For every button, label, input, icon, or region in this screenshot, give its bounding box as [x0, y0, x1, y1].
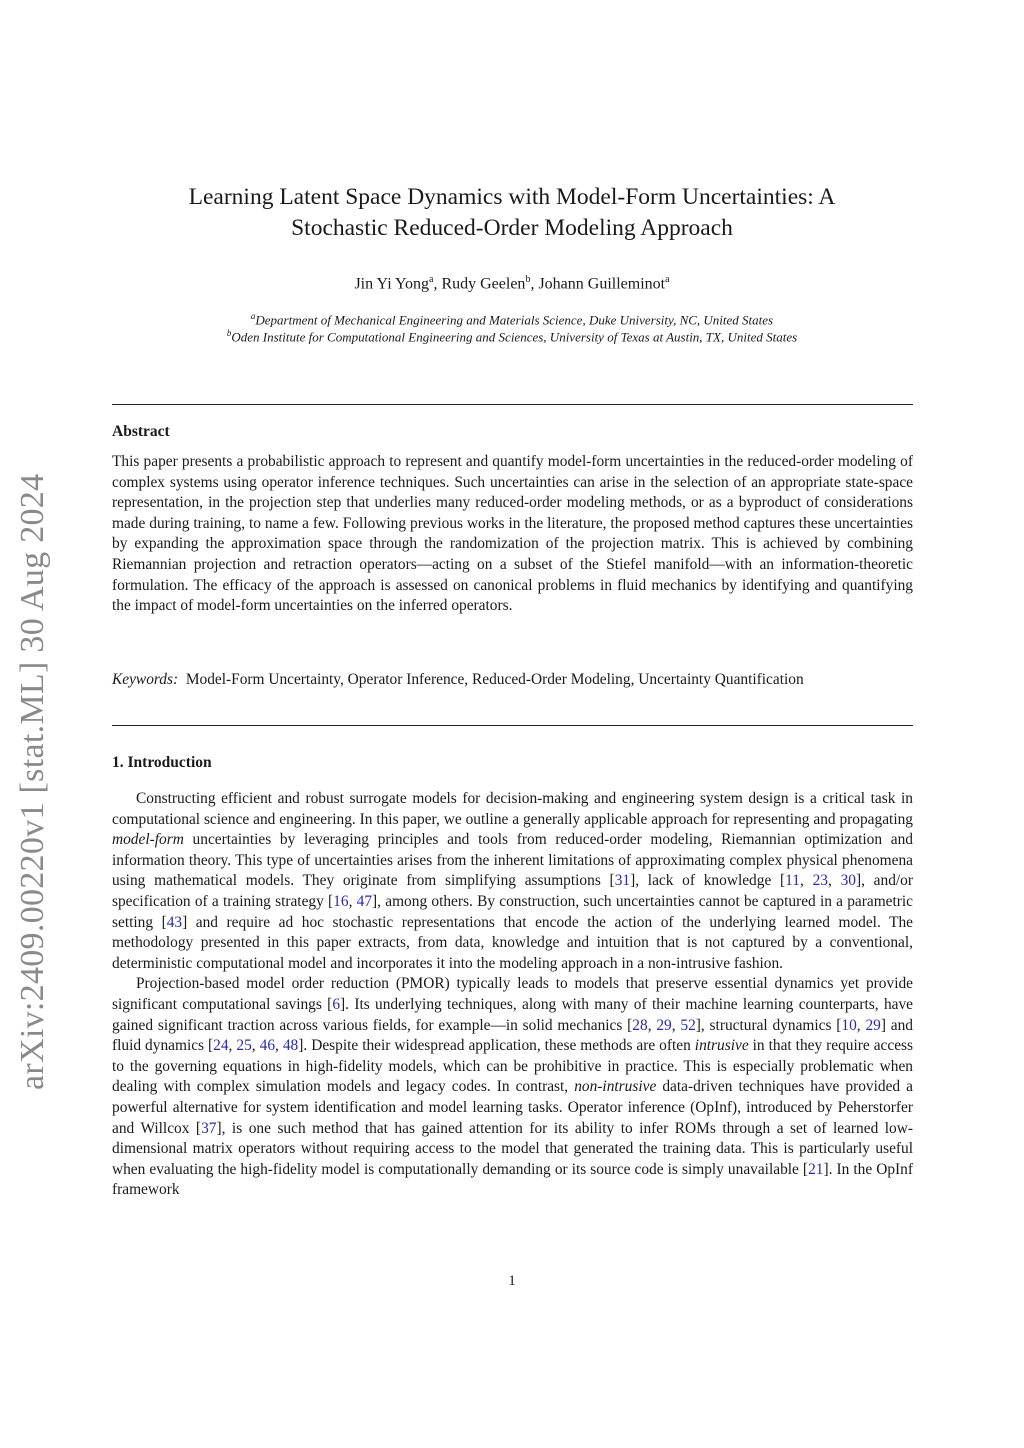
abstract-text: This paper presents a probabilistic approach to represent and quantify model-form uncertainties in the reduced-order modeling of complex systems using operator inference techniques. Such uncertainties can arise in the selection of an appropriate state-space representation, in the projection step that underlies many reduced-order modeling methods, or as a byproduct of considerations made during training, to name a few. Following previous works in the literature, the proposed method captures these uncertainties by expanding the approximation space through the randomization of the projection matrix. This is achieved by combining Riemannian projection and retraction operators—acting on a subset of the Stiefel manifold—with an information-theoretic formulation. The efficacy of the approach is assessed on canonical problems in fluid mechanics by identifying and quantifying the impact of model-form uncertainties on the inferred operators. [112, 453, 913, 615]
page-number: 1 [508, 1273, 516, 1289]
affiliation-text: Oden Institute for Computational Engineering and Sciences, University of Texas at Austin, TX, United States [231, 329, 798, 345]
citation-link[interactable]: 6 [332, 995, 341, 1013]
author-affiliation-mark: a [429, 274, 434, 285]
citation-link[interactable]: 10 [841, 1016, 857, 1034]
citation-link[interactable]: 29 [865, 1016, 881, 1034]
citation-link[interactable]: 47 [356, 892, 373, 910]
author-name: Johann Guilleminot [538, 275, 666, 293]
keywords [112, 670, 913, 691]
paper-title [112, 182, 912, 244]
affiliation-mark: a [250, 311, 256, 321]
affiliation-a [112, 311, 912, 328]
citation-link[interactable]: 30 [840, 872, 856, 890]
affiliation-mark: b [226, 328, 232, 338]
title-line-2: Stochastic Reduced-Order Modeling Approach [291, 215, 733, 241]
citation-link[interactable]: 52 [680, 1016, 696, 1034]
citation-link[interactable]: 48 [282, 1037, 299, 1055]
author-name: Jin Yi Yong [354, 275, 429, 293]
citation-link[interactable]: 16 [333, 892, 349, 910]
author-list: Jin Yi Yong$^a$, Rudy Geelen$^b$, Johann Guilleminot$^a$ [354, 274, 670, 293]
affiliation-text: Department of Mechanical Engineering and Materials Science, Duke University, NC, United States [255, 312, 774, 328]
abstract-bottom-rule [112, 725, 913, 726]
citation-link[interactable]: 21 [808, 1160, 824, 1178]
introduction-body [112, 789, 913, 1201]
author-affiliation-mark: a [665, 274, 670, 285]
citation-link[interactable]: 31 [614, 872, 631, 890]
author-name: Rudy Geelen [441, 275, 526, 293]
title-line-1: Learning Latent Space Dynamics with Model-Form Uncertainties: A [188, 184, 836, 210]
intro-paragraph-2: Projection-based model order reduction (PMOR) typically leads to models that preserve essential dynamics yet provide significant computational savings [6]. Its underlying techniques, along with many of their machine learning counterparts, have gained significant traction across various fields, for example—in solid mechanics [28, 29, 52], structural dynamics [10, 29] and fluid dynamics [24, 25, 46, 48]. Despite their widespread application, these methods are often intrusive in that they require access to the governing equations in high-fidelity models, which can be prohibitive in practice. This is especially problematic when dealing with complex simulation models and legacy codes. In contrast, non-intrusive data-driven techniques have provided a powerful alternative for system identification and model learning tasks. Operator inference (OpInf), introduced by Peherstorfer and Willcox [37], is one such method that has gained attention for its ability to infer ROMs through a set of learned low-dimensional matrix operators without requiring access to the model that generated the training data. This is particularly useful when evaluating the high-fidelity model is computationally demanding or its source code is simply unavailable [21]. In the OpInf framework [112, 975, 914, 1199]
arxiv-identifier-stamp[interactable]: arXiv:2409.00220v1 [stat.ML] 30 Aug 2024 [14, 473, 51, 1090]
abstract-top-rule [112, 404, 913, 405]
citation-link[interactable]: 24 [213, 1037, 229, 1055]
affiliation-b [112, 328, 912, 345]
citation-link[interactable]: 43 [166, 913, 183, 931]
citation-link[interactable]: 28 [632, 1016, 648, 1034]
citation-link[interactable]: 23 [812, 872, 828, 890]
abstract-heading: Abstract [112, 423, 170, 440]
citation-link[interactable]: 29 [656, 1016, 672, 1034]
intro-paragraph-1: Constructing efficient and robust surrogate models for decision-making and engineering system design is a critical task in computational science and engineering. In this paper, we outline a generally applicable approach for representing and propagating model-form uncertainties by leveraging principles and tools from reduced-order modeling, Riemannian optimization and information theory. This type of uncertainties arises from the inherent limitations of approximating complex physical phenomena using mathematical models. They originate from simplifying assumptions [31], lack of knowledge [11, 23, 30], and/or specification of a training strategy [16, 47], among others. By construction, such uncertainties cannot be captured in a parametric setting [43] and require ad hoc stochastic representations that encode the action of the underlying learned model. The methodology presented in this paper extracts, from data, knowledge and intuition that is not captured by a conventional, deterministic computational model and incorporates it into the modeling approach in a non-intrusive fashion. [112, 790, 914, 972]
citation-link[interactable]: 46 [259, 1037, 276, 1055]
keywords-label: Keywords: [112, 671, 179, 688]
citation-link[interactable]: 25 [236, 1037, 252, 1055]
introduction-heading: 1. Introduction [112, 754, 212, 771]
citation-link[interactable]: 37 [201, 1119, 217, 1137]
author-affiliation-mark: b [525, 274, 531, 285]
keywords-text: Model-Form Uncertainty, Operator Inference, Reduced-Order Modeling, Uncertainty Quantification [185, 671, 804, 688]
citation-link[interactable]: 11 [785, 872, 800, 890]
